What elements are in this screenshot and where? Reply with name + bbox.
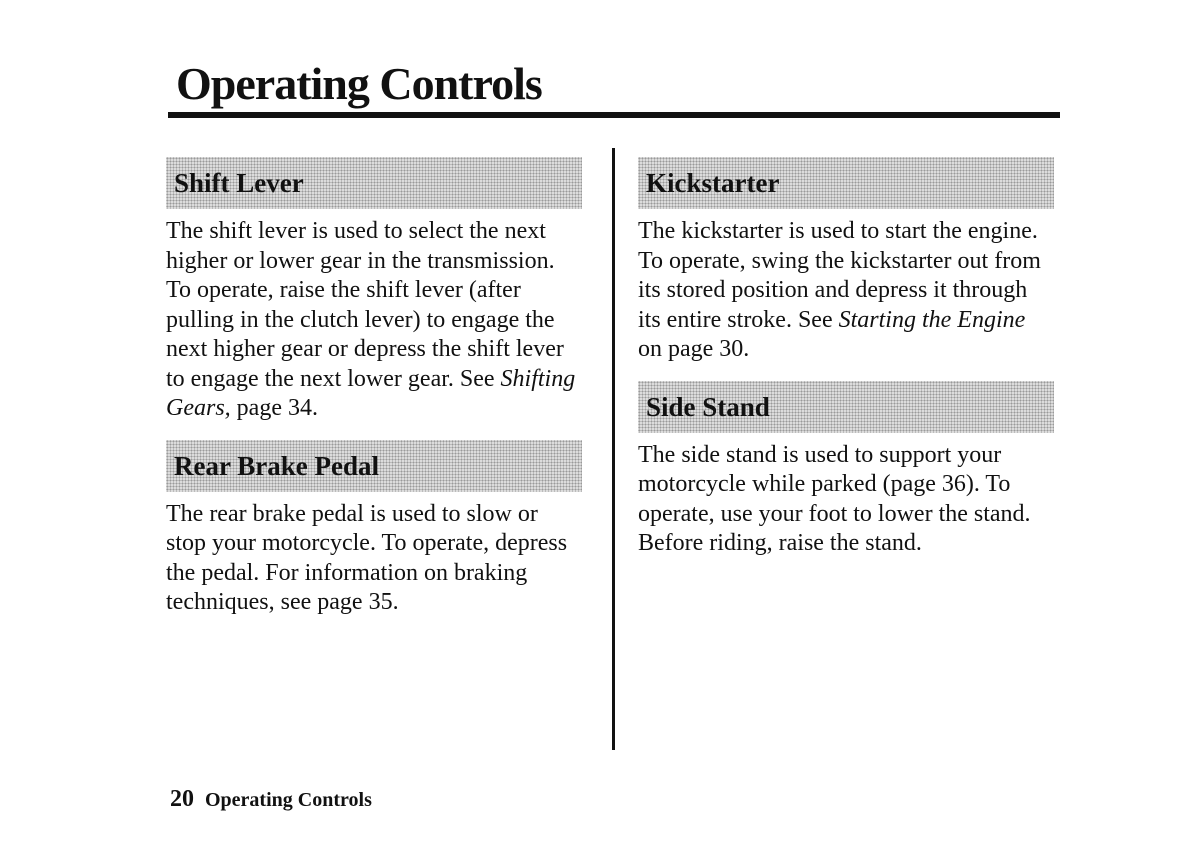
section-heading [166, 157, 582, 209]
section-body [166, 217, 582, 424]
body-text: The shift lever is used to select the next higher or lower gear in the transmission. To operate, raise the shift lever (after pulling in the clutch lever) to engage the next higher gear or depress the shift lever to engage the next lower gear. See [166, 218, 564, 392]
cross-reference: Starting the Engine [838, 306, 1026, 333]
right-column [638, 157, 1054, 575]
page-title: Operating Controls [176, 58, 542, 109]
section-heading [166, 440, 582, 492]
section-heading-text: Side Stand [646, 391, 770, 422]
section-rear-brake-pedal [166, 440, 582, 618]
section-body: The side stand is used to support your motorcycle while parked (page 36). To operate, use your foot to lower the stand. Before riding, raise the stand. [638, 441, 1031, 556]
section-heading [638, 157, 1054, 209]
cross-reference: Shifting Gears, [166, 365, 576, 421]
section-shift-lever [166, 157, 582, 424]
section-heading [638, 381, 1054, 433]
section-heading-text: Kickstarter [646, 168, 780, 198]
section-heading-text: Rear Brake Pedal [174, 450, 379, 481]
section-heading-text: Shift Lever [174, 168, 304, 198]
body-text-tail: on page 30. [638, 336, 750, 362]
body-text-tail: page 34. [230, 395, 318, 421]
left-column [166, 157, 582, 634]
title-rule [168, 112, 1060, 118]
section-side-stand [638, 381, 1054, 559]
footer-section-name: Operating Controls [205, 789, 372, 811]
page-footer [170, 784, 372, 815]
page-number: 20 [170, 786, 194, 812]
section-kickstarter [638, 157, 1054, 365]
section-body [638, 217, 1054, 365]
column-divider [612, 148, 615, 750]
body-text: The kickstarter is used to start the engine. To operate, swing the kickstarter out from its stored position and depress it through its entire stroke. See [638, 218, 1041, 333]
section-body: The rear brake pedal is used to slow or stop your motorcycle. To operate, depress the pedal. For information on braking techniques, see page 35. [166, 500, 568, 615]
